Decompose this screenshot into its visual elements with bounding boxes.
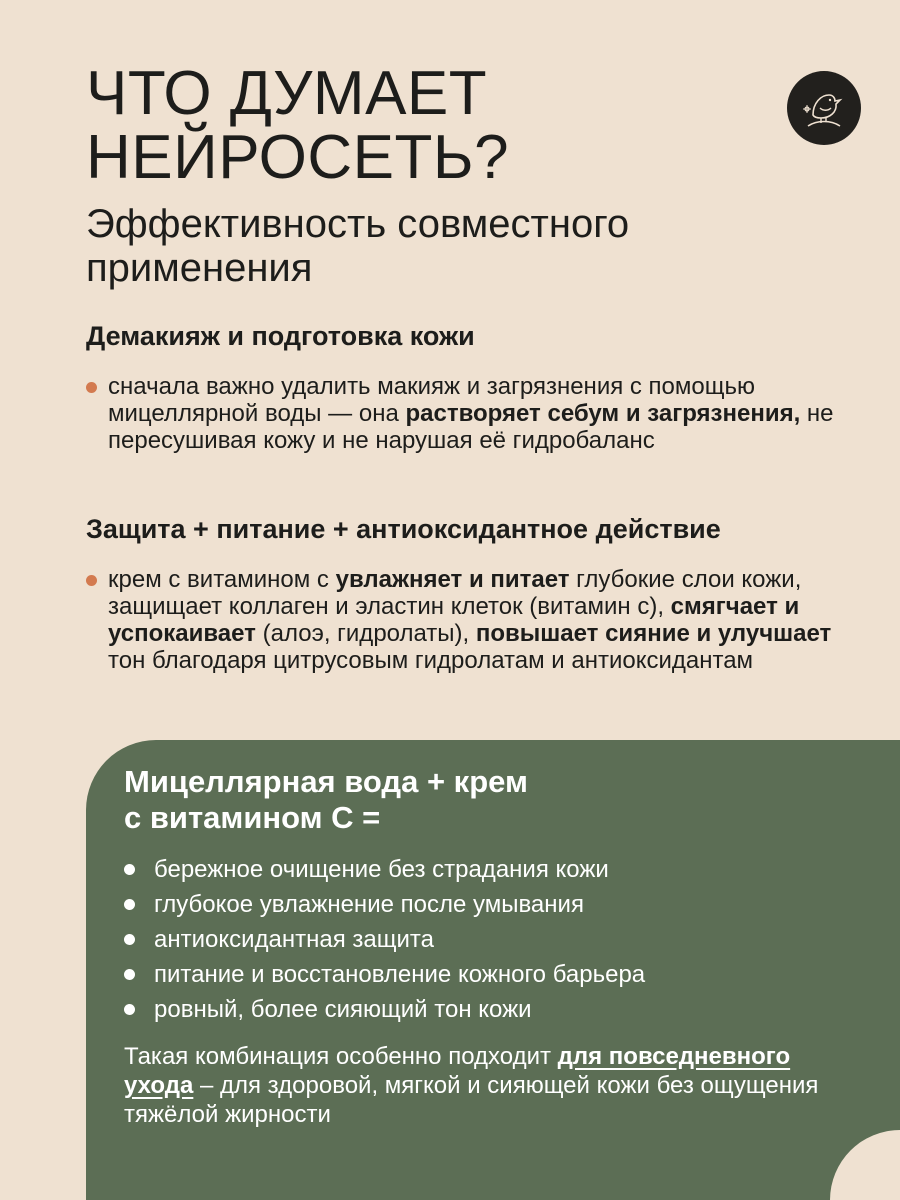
bold-text-run: смягчает и успокаивает	[108, 593, 800, 647]
list-item-text: ровный, более сияющий тон кожи	[154, 996, 532, 1023]
bird-logo-icon	[797, 81, 851, 135]
list-item-text: антиоксидантная защита	[154, 926, 434, 953]
bullet-protection	[86, 566, 846, 674]
white-bullet-icon	[124, 864, 135, 875]
text-run: тон благодаря цитрусовым гидролатам и антиоксидантам	[108, 647, 754, 674]
list-item	[124, 957, 645, 992]
list-item	[124, 922, 645, 957]
white-bullet-icon	[124, 969, 135, 980]
bold-text-run: для повседневного ухода	[124, 1043, 791, 1099]
white-bullet-icon	[124, 899, 135, 910]
subtitle-line-2: применения	[86, 246, 313, 290]
bullet-makeup-removal	[86, 373, 846, 454]
section-heading-makeup-removal: Демакияж и подготовка кожи	[86, 321, 475, 351]
summary-card	[86, 740, 900, 1200]
summary-list	[124, 852, 645, 1027]
page-title	[86, 59, 510, 192]
bold-text-run: повышает сияние и улучшает	[475, 620, 832, 647]
section-heading-protection: Защита + питание + антиоксидантное действие	[86, 514, 721, 544]
orange-bullet-icon	[86, 382, 97, 393]
bullet-text	[108, 566, 846, 674]
orange-bullet-icon	[86, 575, 97, 586]
text-run: крем с витамином с	[108, 566, 336, 593]
white-bullet-icon	[124, 934, 135, 945]
bullet-text	[108, 373, 846, 454]
text-run: Такая комбинация особенно подходит	[124, 1043, 558, 1070]
brand-logo	[787, 71, 861, 145]
summary-heading	[124, 764, 528, 836]
text-run: (алоэ, гидролаты),	[255, 620, 476, 647]
list-item	[124, 887, 645, 922]
list-item-text: глубокое увлажнение после умывания	[154, 891, 584, 918]
title-line-2: НЕЙРОСЕТЬ?	[86, 123, 510, 192]
summary-heading-line-1: Мицеллярная вода + крем	[124, 764, 528, 799]
summary-heading-line-2: с витамином С =	[124, 800, 381, 835]
list-item-text: бережное очищение без страдания кожи	[154, 856, 609, 883]
text-run: – для здоровой, мягкой и сияющей кожи без ощущения тяжёлой жирности	[124, 1072, 819, 1128]
list-item-text: питание и восстановление кожного барьера	[154, 961, 646, 988]
summary-footer-text	[124, 1042, 824, 1129]
text-run: не пересушивая кожу и не нарушая её гидробаланс	[108, 400, 834, 454]
text-run: сначала важно удалить макияж и загрязнения с помощью мицеллярной воды — она	[108, 373, 755, 427]
bold-text-run: увлажняет и питает	[335, 566, 570, 593]
page-subtitle	[86, 202, 629, 290]
text-run: глубокие слои кожи, защищает коллаген и эластин клеток (витамин с),	[108, 566, 802, 620]
list-item	[124, 992, 645, 1027]
title-line-1: ЧТО ДУМАЕТ	[86, 59, 488, 128]
subtitle-line-1: Эффективность совместного	[86, 202, 630, 246]
white-bullet-icon	[124, 1004, 135, 1015]
bold-text-run: растворяет себум и загрязнения,	[405, 400, 801, 427]
list-item	[124, 852, 645, 887]
